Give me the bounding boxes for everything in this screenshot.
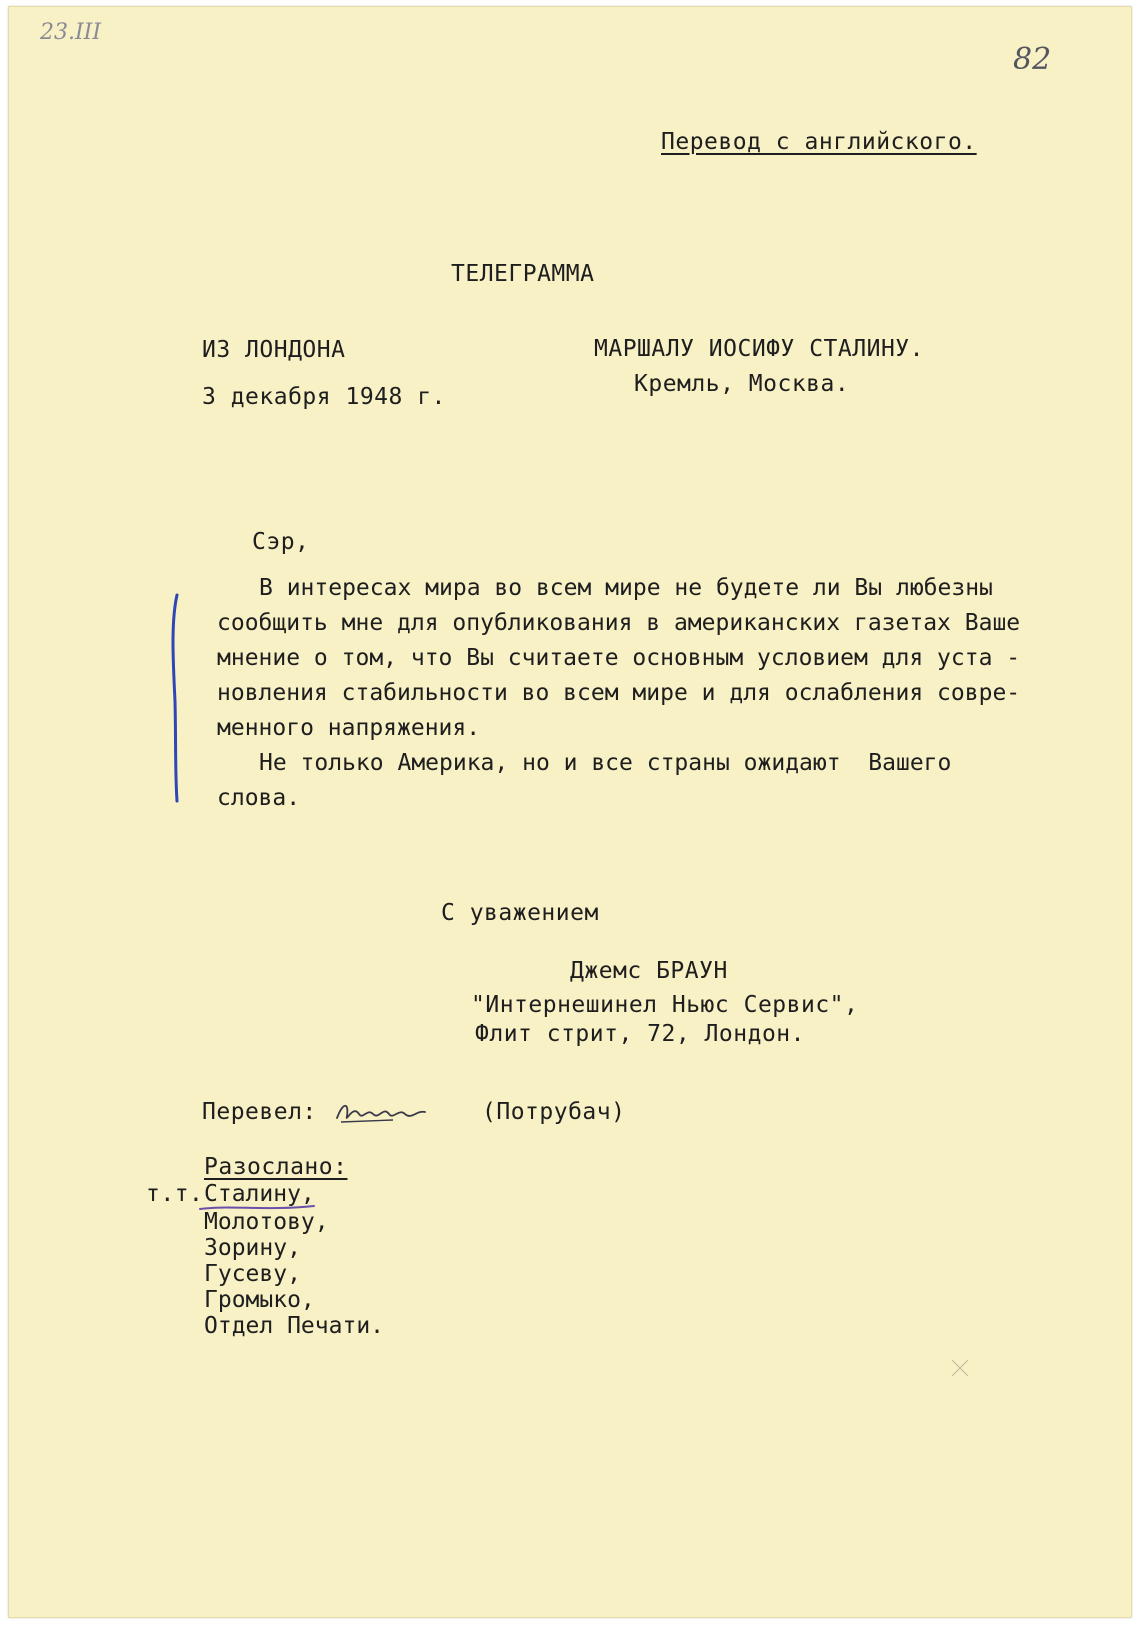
recipient-molotov: Молотову, — [204, 1209, 329, 1235]
distribution-prefix: т.т. — [146, 1181, 204, 1207]
paragraph-1-line-2: сообщить мне для опубликования в американских газетах Ваше — [217, 610, 1021, 636]
document-type-title: ТЕЛЕГРАММА — [451, 261, 595, 287]
recipient-gusev: Гусеву, — [204, 1261, 301, 1287]
page-number: 82 — [1013, 42, 1052, 77]
paragraph-1-line-1: В интересах мира во всем мире не будете ли Вы любезны — [259, 575, 993, 601]
addressee-name: МАРШАЛУ ИОСИФУ СТАЛИНУ. — [594, 336, 924, 362]
paragraph-1-line-3: мнение о том, что Вы считаете основным условием для уста - — [217, 645, 1021, 671]
paragraph-1-line-4: новления стабильности во всем мире и для ослабления совре- — [217, 680, 1021, 706]
origin-city: ИЗ ЛОНДОНА — [202, 337, 346, 363]
archive-note-top-left: 23.III — [40, 20, 102, 45]
translator-label: Перевел: — [202, 1099, 317, 1125]
translator-signature — [333, 1094, 433, 1134]
recipient-press-department: Отдел Печати. — [204, 1313, 385, 1339]
paragraph-2-line-1: Не только Америка, но и все страны ожидают Вашего — [259, 750, 952, 776]
recipient-zorin: Зорину, — [204, 1235, 301, 1261]
stray-mark — [948, 1356, 972, 1380]
recipient-stalin: Сталину, — [204, 1181, 315, 1207]
translation-note: Перевод с английского. — [661, 129, 977, 155]
translator-name: (Потрубач) — [482, 1099, 626, 1125]
blue-pencil-margin-mark — [163, 591, 187, 806]
salutation: Сэр, — [252, 529, 310, 555]
closing: С уважением — [441, 900, 599, 926]
recipient-gromyko: Громыко, — [204, 1287, 315, 1313]
signer-name: Джемс БРАУН — [570, 958, 728, 984]
agency-address: Флит стрит, 72, Лондон. — [475, 1021, 805, 1047]
addressee-address: Кремль, Москва. — [634, 371, 850, 397]
news-agency: "Интернешинел Ньюс Сервис", — [471, 992, 859, 1018]
document-page — [8, 6, 1132, 1618]
paragraph-2-line-2: слова. — [217, 785, 301, 811]
paragraph-1-line-5: менного напряжения. — [217, 715, 481, 741]
distribution-label: Разослано: — [204, 1154, 348, 1180]
telegram-date: 3 декабря 1948 г. — [202, 384, 446, 410]
